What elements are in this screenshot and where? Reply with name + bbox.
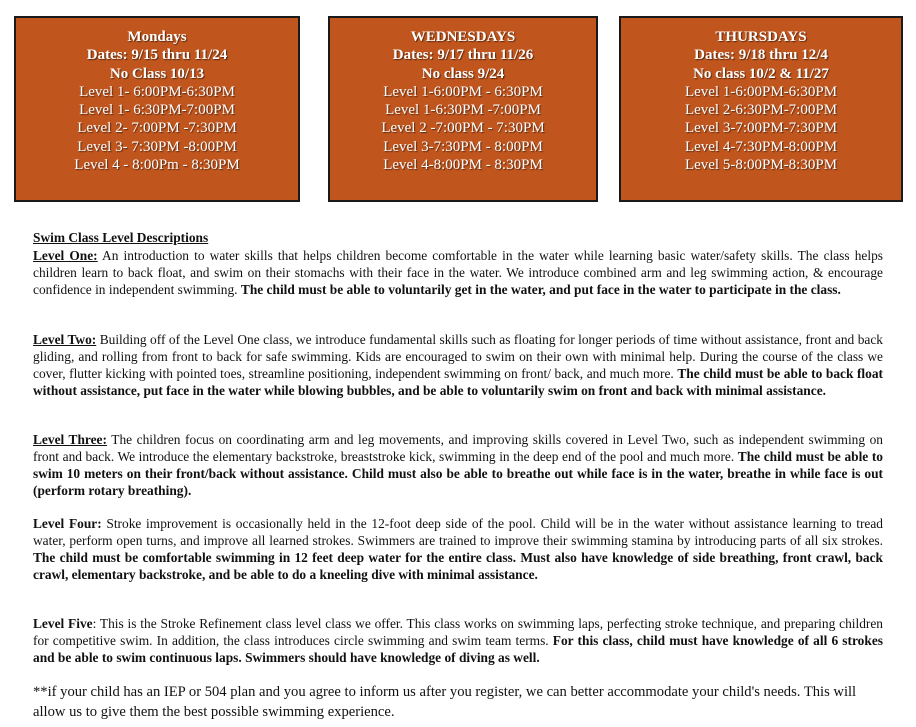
day-title: WEDNESDAYS [410,29,516,45]
level-four-description [33,515,883,583]
level-label: Level Two: [33,332,97,347]
level-time: Level 2 -7:00PM - 7:30PM [381,120,545,137]
wednesday-schedule-box [328,16,598,202]
level-time: Level 3-7:00PM-7:30PM [684,120,838,137]
iep-504-note: **if your child has an IEP or 504 plan and you agree to inform us after you register, we can better accommodate your child's needs. This will allow us to give them the best possible swimming experience. [33,684,857,720]
level-text: An introduction to water skills that helps children become comfortable in the water while learning basic water/safety skills. The class helps children learn to back float, and swim on their stomachs with their face in the water. We introduce combined arm and leg swimming action, & encourage confidence in independent swimming. [33,248,883,298]
level-requirement: For this class, child must have knowledge of all 6 strokes and be able to swim continuous laps. Swimmers should have knowledge of diving as well. [33,633,883,666]
level-time: Level 1-6:00PM-6:30PM [684,83,838,100]
level-time: Level 3- 7:30PM -8:00PM [77,138,237,155]
monday-schedule-box [14,16,300,202]
level-text: Stroke improvement is occasionally held in the 12-foot deep side of the pool. Child will be in the water without assistance learning to tread water, perform open turns, and improve all learned strokes. Swimmers are trained to improve their swimming stamina by introducing parts of all six strokes. [33,516,883,549]
level-three-description [33,431,883,499]
level-five-description [33,615,883,666]
level-time: Level 1- 6:00PM-6:30PM [79,83,235,100]
dates: Dates: 9/17 thru 11/26 [392,47,534,64]
level-two-description [33,331,883,399]
level-time: Level 1- 6:30PM-7:00PM [79,102,235,119]
level-requirement: The child must be able to back float without assistance, put face in the water while blowing bubbles, and be able to voluntarily swim on front and back with minimal assistance. [33,366,883,399]
level-requirement: The child must be able to voluntarily get in the water, and put face in the water to participate in the class. [240,282,841,298]
level-time: Level 4 - 8:00Pm - 8:30PM [74,157,240,174]
level-time: Level 4-7:30PM-8:00PM [684,138,838,155]
level-time: Level 2- 7:00PM -7:30PM [77,120,237,137]
level-label: Level Five [33,616,93,631]
no-class: No class 10/2 & 11/27 [693,65,829,82]
level-text: The children focus on coordinating arm and leg movements, and improving skills covered in Level Two, such as independent swimming on front and back. We introduce the elementary backstroke, breaststroke kick, swimming in the deep end of the pool and much more. [33,432,884,465]
level-time: Level 4-8:00PM - 8:30PM [383,157,543,174]
level-requirement: The child must be comfortable swimming in 12 feet deep water for the entire class. Must also have knowledge of side breathing, front crawl, back crawl, elementary backstroke, and be able to do a kneeling dive with minimal assistance. [33,550,883,583]
level-one-description [33,247,883,298]
dates: Dates: 9/18 thru 12/4 [694,47,828,64]
level-time: Level 3-7:30PM - 8:00PM [383,138,543,155]
level-text: : This is the Stroke Refinement class level class we offer. This class works on swimming laps, perfecting stroke technique, and preparing children for competitive swim. In addition, the class introduces circle swimming and swim team terms. [33,616,883,649]
level-label: Level One: [33,248,98,263]
day-title: THURSDAYS [715,29,807,45]
level-label: Level Three: [33,432,107,447]
level-time: Level 1-6:30PM -7:00PM [385,102,541,119]
level-label: Level Four: [33,516,102,531]
thursday-schedule-box [619,16,903,202]
level-text: Building off of the Level One class, we introduce fundamental skills such as floating for longer periods of time without assistance, front and back gliding, and rolling from front to back for safe swimming. Kids are encouraged to swim on their own with minimal help. During the course of the class we cover, flutter kicking with pointed toes, streamline positioning, independent swimming on front/ back, and much more. [33,332,883,382]
level-time: Level 5-8:00PM-8:30PM [684,157,838,174]
level-requirement: The child must be able to swim 10 meters on their front/back without assistance. Child must also be able to breathe out while face is in the water, breathe in while face is out (perform rotary breathing). [33,449,883,499]
section-title: Swim Class Level Descriptions [33,230,209,245]
dates: Dates: 9/15 thru 11/24 [86,47,228,64]
day-title: Mondays [127,29,187,45]
no-class: No Class 10/13 [109,65,205,82]
level-time: Level 2-6:30PM-7:00PM [684,102,838,119]
no-class: No class 9/24 [421,65,505,82]
level-time: Level 1-6:00PM - 6:30PM [383,83,543,100]
